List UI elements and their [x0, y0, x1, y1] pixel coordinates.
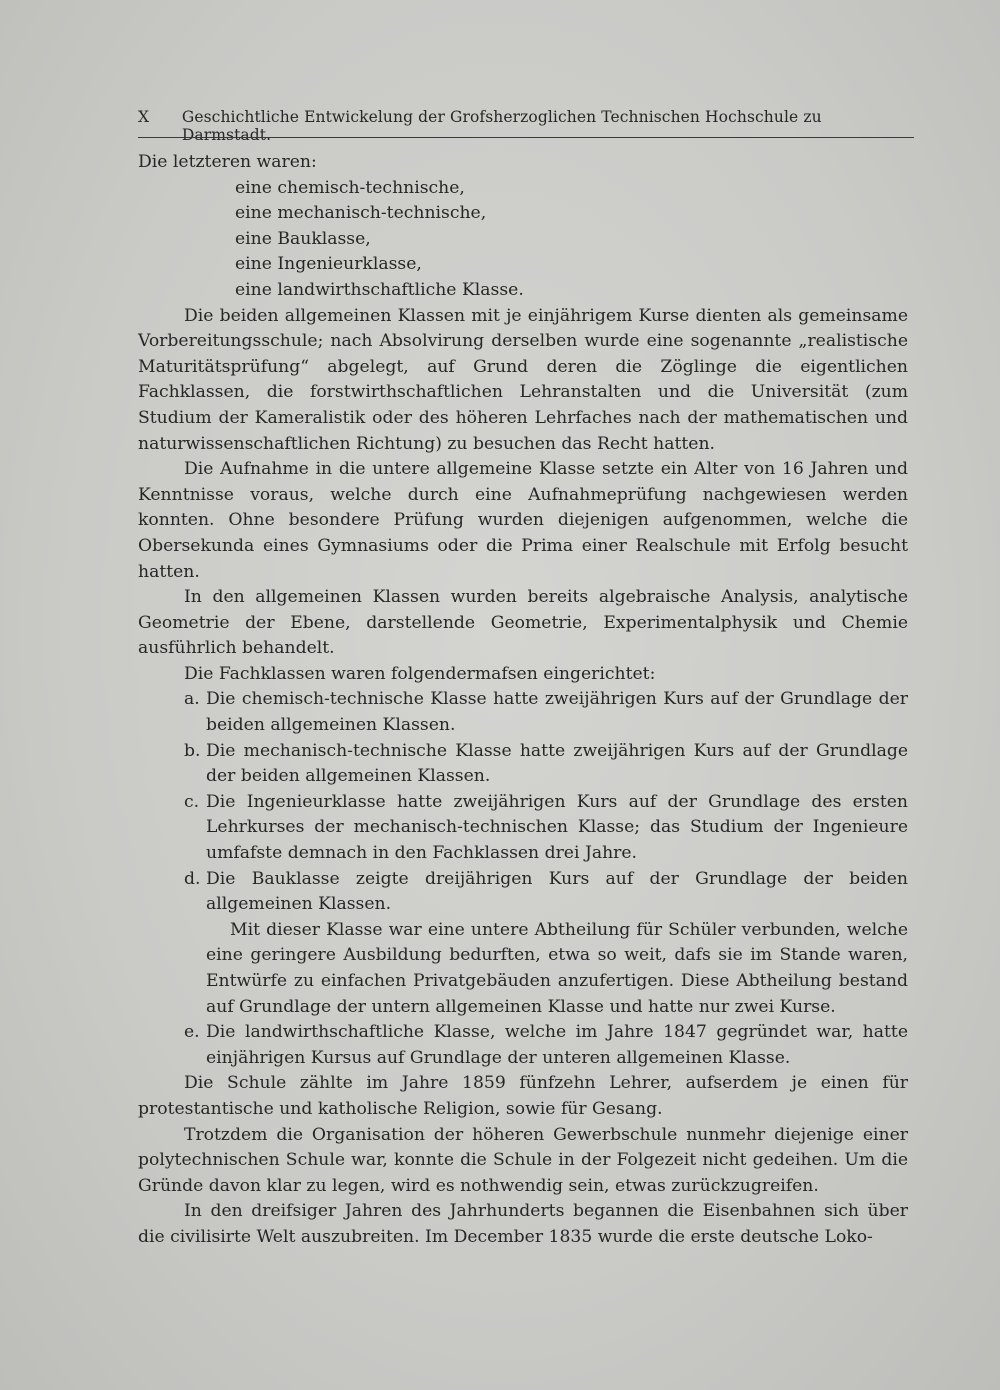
list-text: Die Bauklasse zeigte dreijährigen Kurs auf der Grundlage der beiden allgemeinen Klassen. — [206, 868, 908, 915]
running-title: Geschichtliche Entwickelung der Grofsherzoglichen Technischen Hochschule zu Darmstadt. — [181, 108, 822, 144]
paragraph: Die Fachklassen waren folgendermafsen eingerichtet: — [184, 663, 656, 684]
class-item: eine Bauklasse, — [235, 228, 371, 249]
class-item: eine mechanisch-technische, — [235, 203, 487, 224]
list-marker: c. — [184, 791, 200, 812]
paragraph: Trotzdem die Organisation der höheren Gewerbschule nunmehr diejenige einer polytechnischen Schule war, konnte die Schule in der Folgezeit nicht gedeihen. Um die Gründe davon klar zu legen, wird es nothwendig sein, etwas zurückzugreifen. — [138, 1124, 908, 1196]
paragraph: In den dreifsiger Jahren des Jahrhunderts begannen die Eisenbahnen sich über die civilisirte Welt auszubreiten. Im December 1835 wurde die erste deutsche Loko- — [138, 1201, 908, 1247]
list-text: Die mechanisch-technische Klasse hatte zweijährigen Kurs auf der Grundlage der beiden allgemeinen Klassen. — [206, 740, 908, 787]
list-text: Die chemisch-technische Klasse hatte zweijährigen Kurs auf der Grundlage der beiden allgemeinen Klassen. — [206, 689, 908, 736]
header-rule — [138, 137, 914, 138]
list-marker: d. — [184, 868, 201, 889]
paragraph: Die Aufnahme in die untere allgemeine Klasse setzte ein Alter von 16 Jahren und Kenntnisse voraus, welche durch eine Aufnahmeprüfung nachgewiesen werden konnten. Ohne besondere Prüfung wurden diejenigen aufgenommen, welche die Obersekunda eines Gymnasiums oder die Prima einer Realschule mit Erfolg besucht hatten. — [138, 459, 908, 582]
paragraph: Die Schule zählte im Jahre 1859 fünfzehn Lehrer, aufserdem je einen für protestantische und katholische Religion, sowie für Gesang. — [138, 1073, 908, 1119]
class-item: eine landwirthschaftliche Klasse. — [235, 279, 524, 300]
paragraph: In den allgemeinen Klassen wurden bereits algebraische Analysis, analytische Geometrie der Ebene, darstellende Geometrie, Experimentalphysik und Chemie ausführlich behandelt. — [138, 587, 908, 659]
intro-line: Die letzteren waren: — [138, 152, 317, 172]
list-text: Die Ingenieurklasse hatte zweijährigen Kurs auf der Grundlage des ersten Lehrkurses der mechanisch-technischen Klasse; das Studium der Ingenieure umfafste demnach in den Fachklassen drei Jahre. — [206, 791, 908, 864]
class-item: eine chemisch-technische, — [235, 177, 465, 198]
list-marker: a. — [184, 689, 200, 710]
list-item — [138, 1020, 908, 1071]
list-item — [138, 687, 908, 738]
class-item: eine Ingenieurklasse, — [235, 254, 422, 275]
page-number: X — [138, 108, 150, 126]
list-text: Die landwirthschaftliche Klasse, welche im Jahre 1847 gegründet war, hatte einjährigen Kursus auf Grundlage der unteren allgemeinen Klasse. — [206, 1022, 908, 1068]
list-marker: e. — [184, 1022, 200, 1043]
paragraph: Die beiden allgemeinen Klassen mit je einjährigem Kurse dienten als gemeinsame Vorbereitungsschule; nach Absolvirung derselben wurde eine sogenannte „realistische Maturitätsprüfung“ abgelegt, auf Grund deren die Zöglinge die eigentlichen Fachklassen, die forstwirthschaftlichen Lehranstalten und die Universität (zum Studium der Kameralistik oder des höheren Lehrfaches nach der mathematischen und naturwissenschaftlichen Richtung) zu besuchen das Recht hatten. — [138, 305, 908, 454]
list-marker: b. — [184, 740, 201, 761]
list-item — [138, 739, 908, 790]
list-subparagraph: Mit dieser Klasse war eine untere Abtheilung für Schüler verbunden, welche eine geringere Ausbildung bedurften, etwa so weit, dafs sie im Stande waren, Entwürfe zu einfachen Privatgebäuden anzufertigen. Diese Abtheilung bestand auf Grundlage der untern allgemeinen Klasse und hatte nur zwei Kurse. — [206, 919, 908, 1017]
running-header — [138, 108, 914, 144]
list-item — [138, 790, 908, 867]
body-text — [138, 150, 908, 1251]
list-item — [138, 867, 908, 918]
